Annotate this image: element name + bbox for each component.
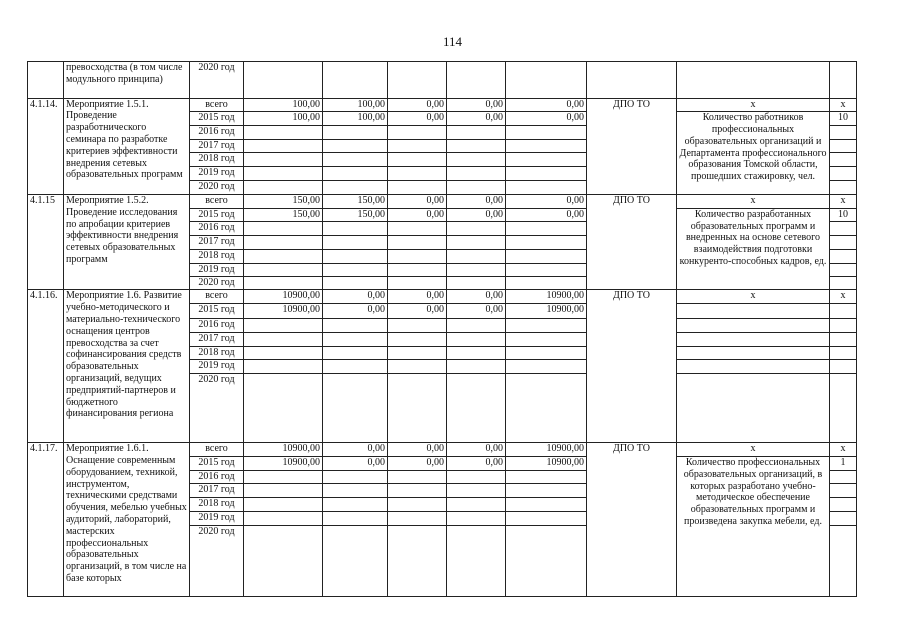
value-cell: х	[830, 290, 857, 304]
municipal-cell: 0,00	[447, 456, 506, 470]
activity-code: 4.1.14.	[28, 98, 64, 194]
federal-cell: 0,00	[323, 443, 388, 457]
value-cell: 10	[830, 112, 857, 126]
year-cell: 2020 год	[190, 62, 244, 99]
regional-cell: 0,00	[388, 208, 447, 222]
value-cell: 1	[830, 456, 857, 470]
extra-cell: 10900,00	[506, 290, 587, 304]
municipal-cell: 0,00	[447, 98, 506, 112]
year-cell: 2016 год	[190, 319, 244, 333]
year-cell: всего	[190, 195, 244, 209]
federal-cell: 0,00	[323, 290, 388, 304]
activity-code: 4.1.17.	[28, 443, 64, 597]
federal-cell: 150,00	[323, 195, 388, 209]
responsible-cell: ДПО ТО	[587, 290, 677, 443]
indicator-cell: Количество профессиональных образовательных организаций, в которых разработано учебно-методическое обеспечение образовательных программ и произведена закупка мебели, ед.	[677, 456, 830, 596]
year-cell: 2019 год	[190, 167, 244, 181]
year-cell: 2019 год	[190, 511, 244, 525]
indicator-cell: х	[677, 98, 830, 112]
activity-name: превосходства (в том числе модульного принципа)	[64, 62, 190, 99]
total-cell	[244, 62, 323, 99]
year-cell: всего	[190, 98, 244, 112]
value-cell: 10	[830, 208, 857, 222]
total-cell: 150,00	[244, 195, 323, 209]
program-activities-table	[27, 61, 857, 597]
year-cell: 2017 год	[190, 484, 244, 498]
total-cell: 10900,00	[244, 456, 323, 470]
extra-cell: 10900,00	[506, 456, 587, 470]
total-cell: 10900,00	[244, 443, 323, 457]
federal-cell: 150,00	[323, 208, 388, 222]
year-cell: 2018 год	[190, 153, 244, 167]
activity-code: 4.1.16.	[28, 290, 64, 443]
municipal-cell: 0,00	[447, 195, 506, 209]
regional-cell: 0,00	[388, 112, 447, 126]
federal-cell: 0,00	[323, 304, 388, 319]
year-cell: 2017 год	[190, 139, 244, 153]
federal-cell: 100,00	[323, 98, 388, 112]
extra-cell	[506, 62, 587, 99]
activity-name: Мероприятие 1.6. Развитие учебно-методического и материально-технического оснащения центров превосходства за счет софинансирования средств образовательных организаций, ведущих предприятий-партнеров и бюджетного финансирования региона	[64, 290, 190, 443]
year-cell: 2015 год	[190, 304, 244, 319]
table-row	[28, 62, 857, 99]
municipal-cell: 0,00	[447, 208, 506, 222]
extra-cell: 10900,00	[506, 304, 587, 319]
responsible-cell: ДПО ТО	[587, 443, 677, 597]
municipal-cell: 0,00	[447, 304, 506, 319]
activity-code	[28, 62, 64, 99]
total-cell: 10900,00	[244, 304, 323, 319]
activity-name: Мероприятие 1.5.2. Проведение исследования по апробации критериев эффективности внедрения сетевых образовательных программ	[64, 195, 190, 290]
regional-cell	[388, 62, 447, 99]
indicator-cell: х	[677, 443, 830, 457]
regional-cell: 0,00	[388, 304, 447, 319]
total-cell: 100,00	[244, 98, 323, 112]
year-cell: 2016 год	[190, 125, 244, 139]
extra-cell: 10900,00	[506, 443, 587, 457]
year-cell: 2019 год	[190, 263, 244, 277]
table-row	[28, 290, 857, 304]
activity-name: Мероприятие 1.6.1. Оснащение современным оборудованием, техникой, инструментом, техническими средствами обучения, мебелью учебных аудиторий, лабораторий, мастерских профессиональных образовательных организаций, в том числе на базе которых	[64, 443, 190, 597]
indicator-cell	[677, 62, 830, 99]
responsible-cell: ДПО ТО	[587, 98, 677, 194]
year-cell: 2017 год	[190, 236, 244, 250]
federal-cell	[323, 62, 388, 99]
value-cell: х	[830, 443, 857, 457]
extra-cell: 0,00	[506, 112, 587, 126]
value-cell	[830, 62, 857, 99]
indicator-cell: х	[677, 195, 830, 209]
activity-name: Мероприятие 1.5.1. Проведение разработнического семинара по разработке критериев эффективности внедрения сетевых образовательных программ	[64, 98, 190, 194]
year-cell: 2017 год	[190, 333, 244, 347]
year-cell: 2018 год	[190, 249, 244, 263]
year-cell: всего	[190, 290, 244, 304]
table-row	[28, 98, 857, 112]
value-cell: х	[830, 195, 857, 209]
extra-cell: 0,00	[506, 98, 587, 112]
regional-cell: 0,00	[388, 443, 447, 457]
regional-cell: 0,00	[388, 195, 447, 209]
regional-cell: 0,00	[388, 290, 447, 304]
year-cell: 2020 год	[190, 277, 244, 290]
page-number: 114	[442, 34, 463, 49]
activity-code: 4.1.15	[28, 195, 64, 290]
year-cell: 2018 год	[190, 498, 244, 512]
total-cell: 100,00	[244, 112, 323, 126]
federal-cell: 0,00	[323, 456, 388, 470]
year-cell: 2020 год	[190, 180, 244, 194]
regional-cell: 0,00	[388, 98, 447, 112]
indicator-cell: х	[677, 290, 830, 304]
extra-cell: 0,00	[506, 208, 587, 222]
extra-cell: 0,00	[506, 195, 587, 209]
year-cell: 2018 год	[190, 346, 244, 360]
municipal-cell: 0,00	[447, 443, 506, 457]
year-cell: 2015 год	[190, 112, 244, 126]
regional-cell: 0,00	[388, 456, 447, 470]
year-cell: всего	[190, 443, 244, 457]
year-cell: 2019 год	[190, 360, 244, 374]
indicator-cell: Количество работников профессиональных образовательных организаций и Департамента профессионального образования Томской области, прошедших стажировку, чел.	[677, 112, 830, 195]
year-cell: 2020 год	[190, 525, 244, 597]
municipal-cell: 0,00	[447, 112, 506, 126]
year-cell: 2015 год	[190, 456, 244, 470]
responsible-cell	[587, 62, 677, 99]
year-cell: 2015 год	[190, 208, 244, 222]
year-cell: 2020 год	[190, 374, 244, 443]
federal-cell: 100,00	[323, 112, 388, 126]
year-cell: 2016 год	[190, 222, 244, 236]
total-cell: 150,00	[244, 208, 323, 222]
year-cell: 2016 год	[190, 470, 244, 484]
value-cell: х	[830, 98, 857, 112]
table-row	[28, 195, 857, 209]
responsible-cell: ДПО ТО	[587, 195, 677, 290]
indicator-cell: Количество разработанных образовательных программ и внедренных на основе сетевого взаимодействия подготовки конкуренто-способных кадров, ед.	[677, 208, 830, 290]
municipal-cell: 0,00	[447, 290, 506, 304]
municipal-cell	[447, 62, 506, 99]
total-cell: 10900,00	[244, 290, 323, 304]
table-row	[28, 443, 857, 457]
